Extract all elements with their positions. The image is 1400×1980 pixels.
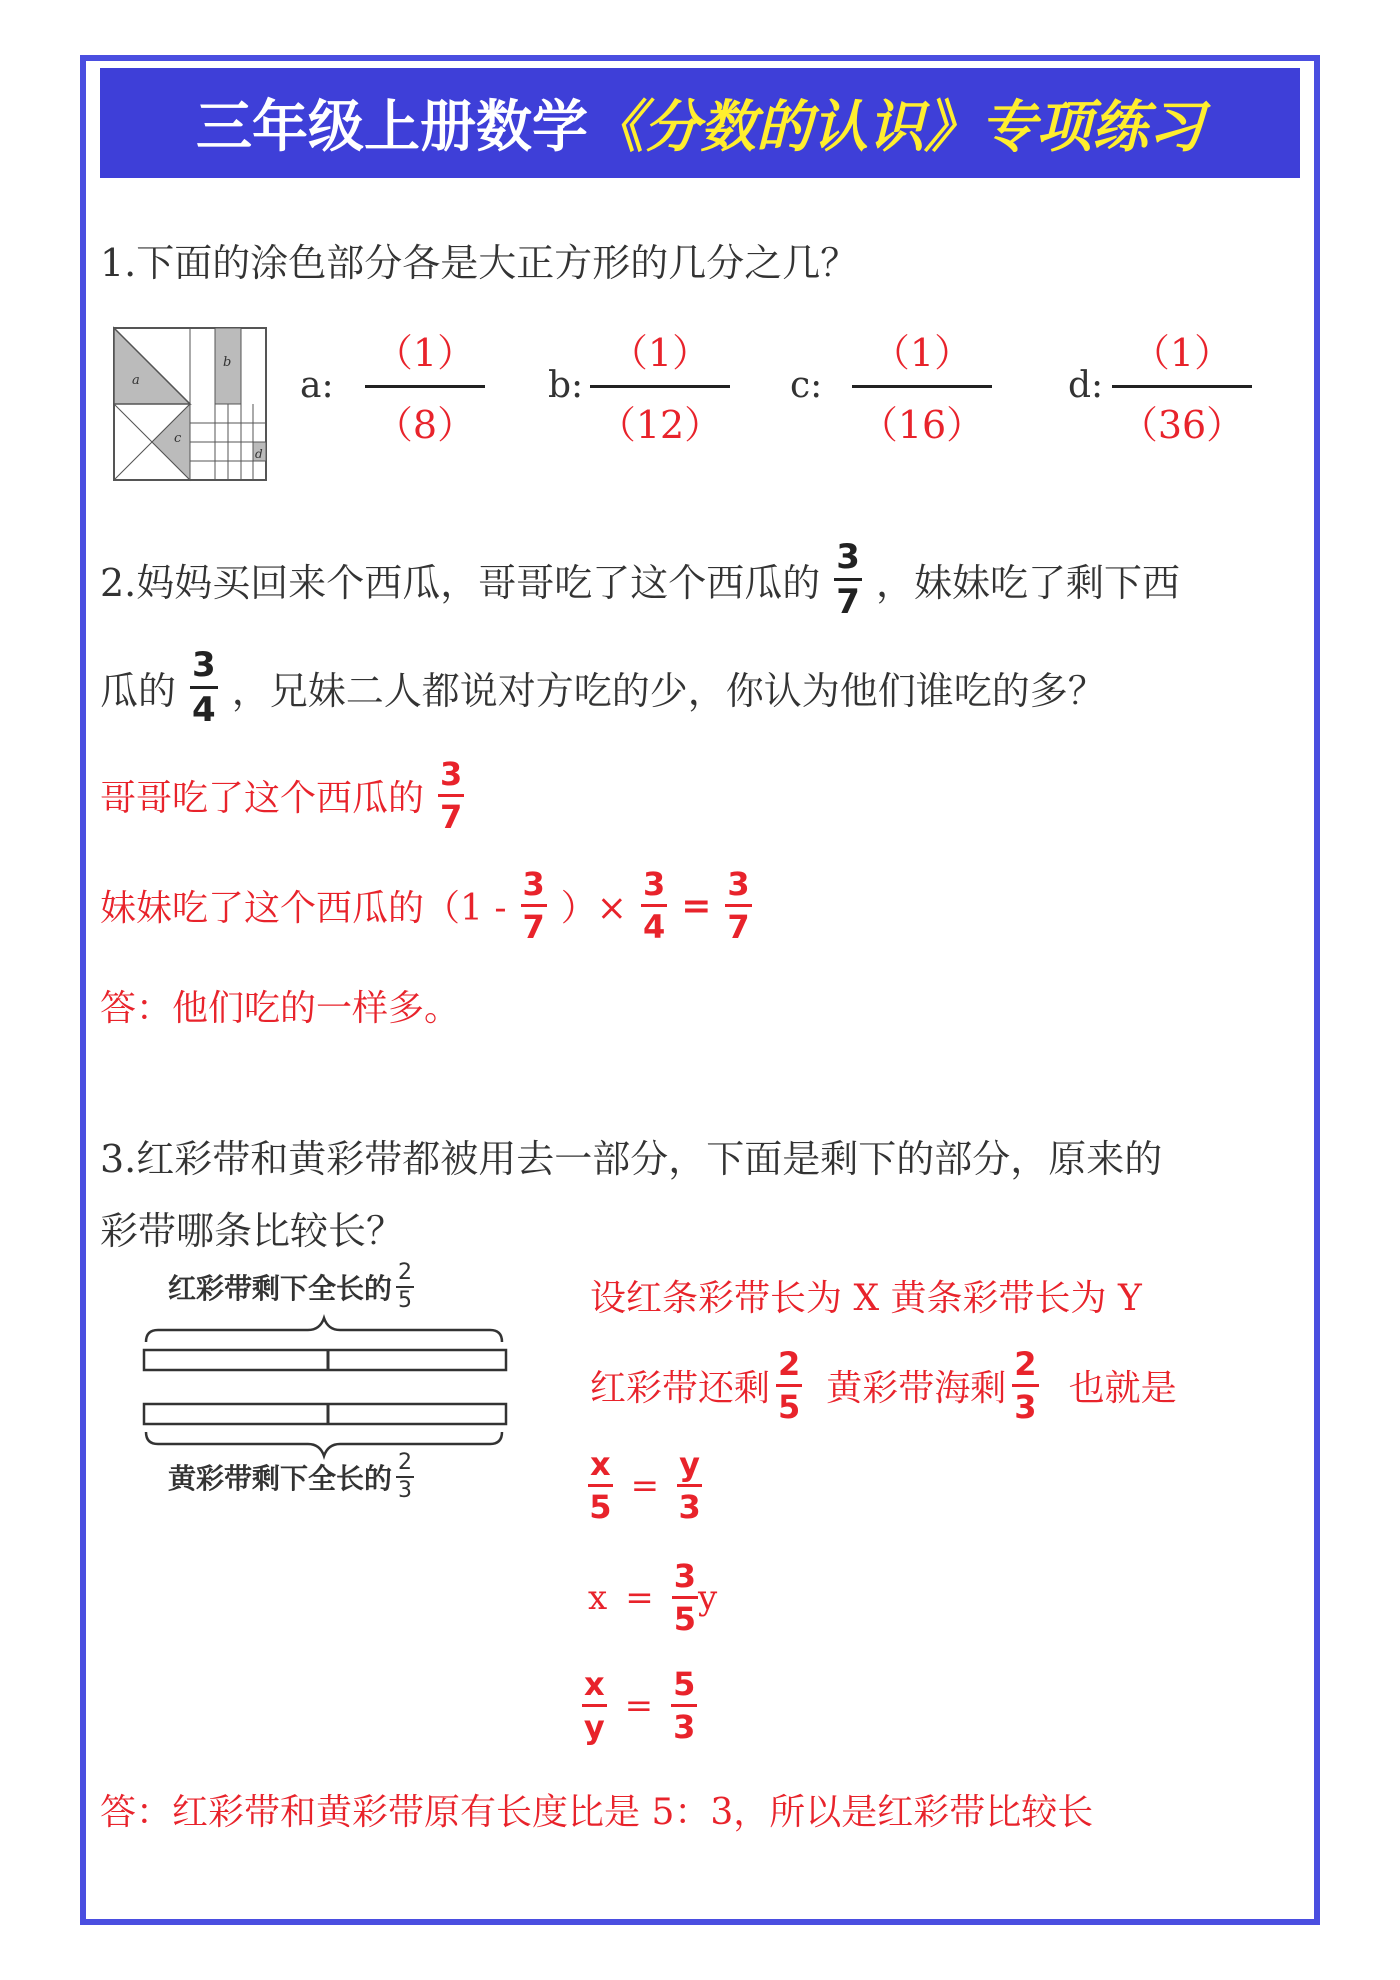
q1-label-d: d: bbox=[1068, 365, 1104, 406]
q1-d-den: （36） bbox=[1119, 403, 1245, 447]
q2-sol2-fraction-3 bbox=[725, 865, 751, 946]
q3-yellow-label-text: 黄彩带剩下全长的 bbox=[168, 1462, 393, 1495]
q3-yellow-label bbox=[168, 1452, 414, 1502]
q1-b-num: （1） bbox=[590, 322, 730, 388]
q2-sol2-fraction-2 bbox=[641, 865, 667, 946]
q1-label-b: b: bbox=[548, 365, 584, 406]
q2-line2-b: ，兄妹二人都说对方吃的少，你认为他们谁吃的多？ bbox=[231, 669, 1106, 713]
q3-eq1-left bbox=[588, 1445, 613, 1526]
q3-eq2-suffix: y bbox=[697, 1577, 718, 1618]
q3-sol2-f1-den: 5 bbox=[778, 1388, 801, 1426]
fig-label-c: c bbox=[174, 431, 182, 446]
q3-solution-2 bbox=[590, 1345, 1177, 1426]
q1-square-figure bbox=[112, 326, 272, 484]
q2-sol2-mid: ）× bbox=[560, 888, 627, 929]
q2-sol2-f2-num: 3 bbox=[641, 868, 667, 907]
q3-red-label-fraction bbox=[396, 1262, 414, 1312]
fig-label-d: d bbox=[255, 447, 263, 461]
q2-line-1 bbox=[100, 537, 1180, 622]
q1-blank-c bbox=[852, 322, 992, 449]
q3-answer: 答：红彩带和黄彩带原有长度比是 5：3，所以是红彩带比较长 bbox=[100, 1792, 1094, 1833]
q3-eq3-l-num: x bbox=[582, 1668, 607, 1707]
q2-frac1-num: 3 bbox=[834, 540, 862, 581]
q3-equation-2 bbox=[588, 1557, 718, 1638]
q1-b-den: （12） bbox=[597, 403, 723, 447]
q1-label-c: c: bbox=[790, 365, 823, 406]
q2-fraction-1 bbox=[834, 537, 862, 622]
q2-sol2-f1-den: 7 bbox=[522, 908, 545, 946]
q3-eq1-op: = bbox=[630, 1465, 660, 1506]
q3-eq3-right bbox=[671, 1665, 697, 1746]
q3-eq2-r-den: 5 bbox=[673, 1600, 696, 1638]
q3-sol2-f1-num: 2 bbox=[776, 1348, 802, 1387]
q3-sol2-c: 也就是 bbox=[1068, 1368, 1177, 1409]
q1-blank-a bbox=[365, 322, 485, 449]
q2-frac1-den: 7 bbox=[836, 582, 860, 622]
q3-sol2-fraction-2 bbox=[1012, 1345, 1038, 1426]
title-part-3: 专项练习 bbox=[980, 95, 1204, 160]
q3-sol2-a: 红彩带还剩 bbox=[590, 1368, 771, 1409]
q3-eq1-r-num: y bbox=[677, 1448, 702, 1487]
q3-eq2-left: x bbox=[588, 1577, 608, 1618]
q1-c-den: （16） bbox=[859, 403, 985, 447]
q3-eq3-r-num: 5 bbox=[671, 1668, 697, 1707]
q3-sol2-b: 黄彩带海剩 bbox=[826, 1368, 1007, 1409]
q2-sol1-text: 哥哥吃了这个西瓜的 bbox=[100, 778, 425, 819]
q3-eq1-right bbox=[677, 1445, 702, 1526]
q2-answer: 答：他们吃的一样多。 bbox=[100, 988, 461, 1029]
q3-ribbon-figure bbox=[138, 1312, 518, 1462]
q3-eq2-right bbox=[672, 1557, 698, 1638]
q2-line-2 bbox=[100, 645, 1106, 730]
q3-eq3-r-den: 3 bbox=[673, 1708, 696, 1746]
q2-frac2-num: 3 bbox=[190, 648, 218, 689]
title-part-2: 《分数的认识》 bbox=[588, 95, 980, 160]
q3-eq1-l-den: 5 bbox=[589, 1488, 612, 1526]
q3-sol2-fraction-1 bbox=[776, 1345, 802, 1426]
q2-sol2-f3-den: 7 bbox=[727, 908, 750, 946]
q3-eq3-left bbox=[582, 1665, 607, 1746]
q1-label-a: a: bbox=[300, 365, 334, 406]
q3-solution-1: 设红条彩带长为 X 黄条彩带长为 Y bbox=[590, 1278, 1142, 1319]
q3-yellow-fig-num: 2 bbox=[396, 1452, 414, 1478]
title-part-1: 三年级上册数学 bbox=[196, 95, 588, 160]
q1-d-num: （1） bbox=[1112, 322, 1252, 388]
fig-label-b: b bbox=[223, 355, 232, 370]
title-banner bbox=[100, 68, 1300, 178]
q2-sol1-fraction bbox=[438, 755, 464, 836]
q3-eq1-r-den: 3 bbox=[678, 1488, 701, 1526]
q2-sol2-f3-num: 3 bbox=[725, 868, 751, 907]
q2-fraction-2 bbox=[190, 645, 218, 730]
q2-line1-b: ，妹妹吃了剩下西 bbox=[875, 561, 1180, 605]
q3-sol2-f2-den: 3 bbox=[1014, 1388, 1037, 1426]
q2-sol2-text: 妹妹吃了这个西瓜的（1 - bbox=[100, 888, 507, 929]
q2-sol2-f2-den: 4 bbox=[642, 908, 666, 946]
q3-line-1: 3.红彩带和黄彩带都被用去一部分，下面是剩下的部分，原来的 bbox=[100, 1137, 1163, 1181]
q3-red-label-text: 红彩带剩下全长的 bbox=[168, 1272, 393, 1305]
q3-eq1-l-num: x bbox=[588, 1448, 613, 1487]
q2-frac2-den: 4 bbox=[192, 690, 216, 730]
q3-eq2-r-num: 3 bbox=[672, 1560, 698, 1599]
q2-sol2-fraction-1 bbox=[521, 865, 547, 946]
q2-line1-a: 2.妈妈买回来个西瓜，哥哥吃了这个西瓜的 bbox=[100, 561, 821, 605]
q2-solution-2 bbox=[100, 865, 752, 946]
q3-eq2-op: = bbox=[625, 1577, 654, 1618]
q2-sol2-eq: = bbox=[681, 884, 712, 927]
q3-equation-3 bbox=[582, 1665, 697, 1746]
q3-red-label bbox=[168, 1262, 414, 1312]
q2-sol1-num: 3 bbox=[438, 758, 464, 797]
q1-a-num: （1） bbox=[365, 322, 485, 388]
q2-sol1-den: 7 bbox=[440, 798, 463, 836]
q3-yellow-fig-den: 3 bbox=[398, 1478, 413, 1503]
q3-yellow-label-fraction bbox=[396, 1452, 414, 1502]
q1-c-num: （1） bbox=[852, 322, 992, 388]
q2-solution-1 bbox=[100, 755, 464, 836]
q1-blank-b bbox=[590, 322, 730, 449]
q1-blank-d bbox=[1112, 322, 1252, 449]
q2-sol2-f1-num: 3 bbox=[521, 868, 547, 907]
fig-label-a: a bbox=[132, 373, 140, 388]
q3-sol2-f2-num: 2 bbox=[1012, 1348, 1038, 1387]
q3-red-fig-den: 5 bbox=[398, 1288, 413, 1313]
q3-line-2: 彩带哪条比较长？ bbox=[100, 1209, 405, 1253]
q1-text: 1.下面的涂色部分各是大正方形的几分之几？ bbox=[100, 241, 859, 285]
q3-eq3-op: = bbox=[624, 1685, 654, 1726]
q2-line2-a: 瓜的 bbox=[100, 669, 177, 713]
q3-eq3-l-den: y bbox=[583, 1708, 605, 1746]
q3-equation-1 bbox=[588, 1445, 702, 1526]
q3-red-fig-num: 2 bbox=[396, 1262, 414, 1288]
q1-a-den: （8） bbox=[374, 403, 476, 447]
